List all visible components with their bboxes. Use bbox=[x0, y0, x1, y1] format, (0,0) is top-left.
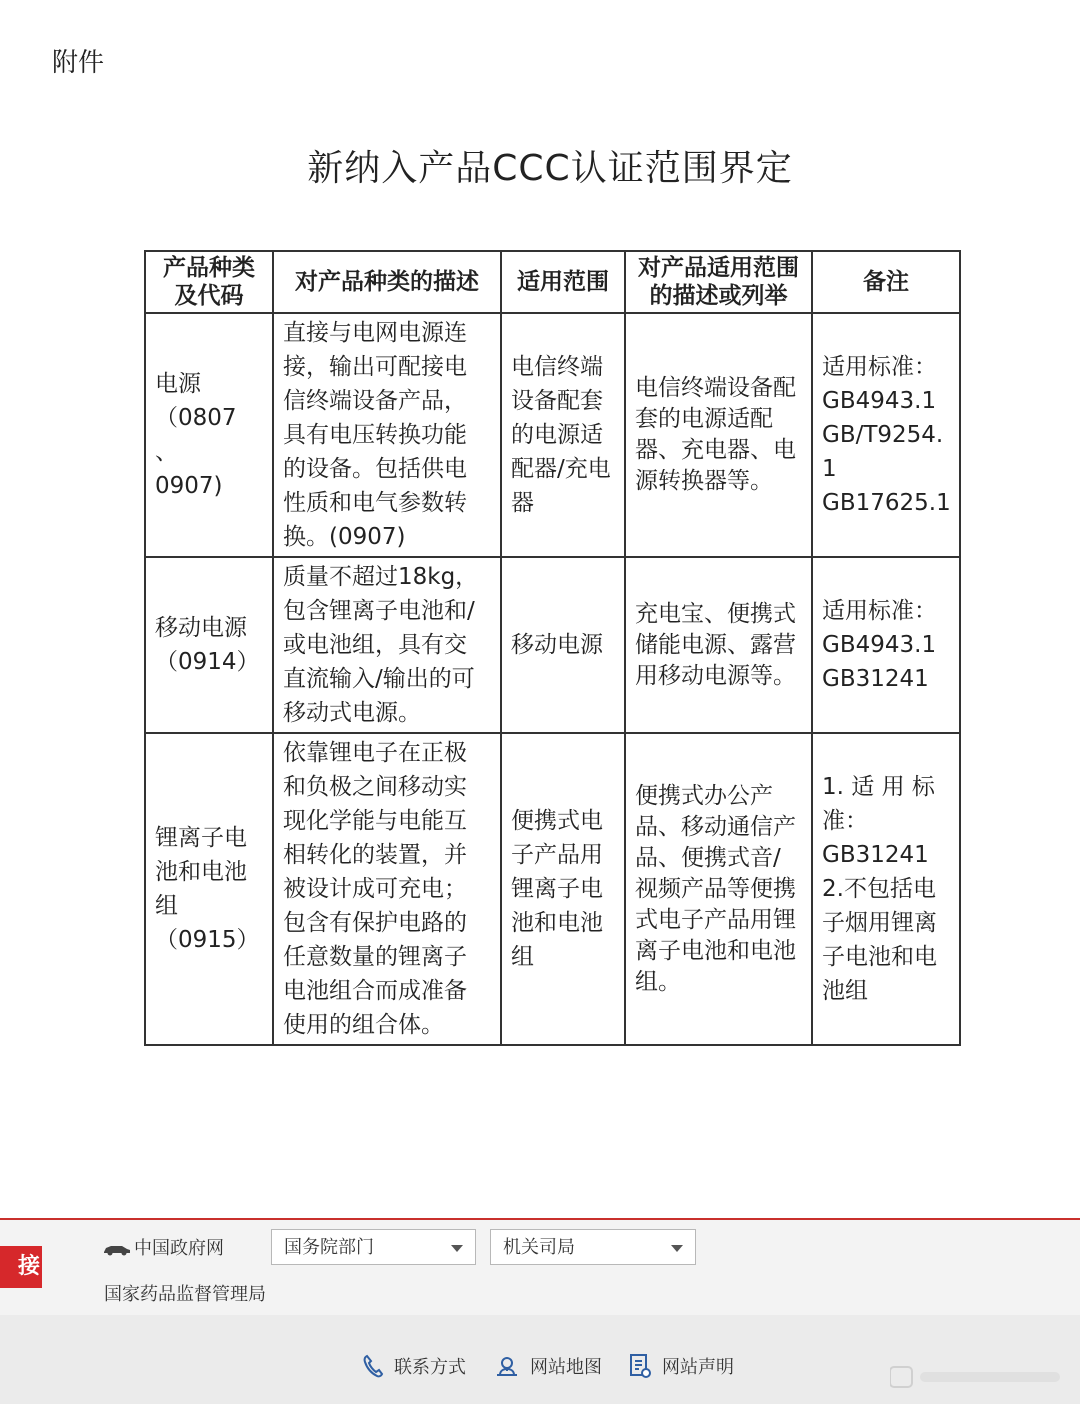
header-category: 产品种类 及代码 bbox=[145, 251, 273, 313]
header-scope-detail: 对产品适用范围 的描述或列举 bbox=[625, 251, 812, 313]
nmpa-link[interactable]: 国家药品监督管理局 bbox=[104, 1284, 266, 1305]
department-select-value: 国务院部门 bbox=[284, 1237, 374, 1258]
cell-category: 移动电源 （0914） bbox=[145, 557, 273, 733]
cell-description: 依靠锂电子在正极 和负极之间移动实 现化学能与电能互 相转化的装置，并 被设计成可充电； 包含有保护电路的 任意数量的锂离子 电池组合而成准备 使用的组合体。 bbox=[273, 733, 501, 1045]
cell-remark: 适用标准： GB4943.1 GB/T9254. 1 GB17625.1 bbox=[812, 313, 960, 557]
contact-link[interactable] bbox=[362, 1353, 466, 1379]
sitemap-label: 网站地图 bbox=[530, 1357, 602, 1378]
department-select[interactable] bbox=[271, 1229, 476, 1265]
cell-scope: 电信终端 设备配套 的电源适 配器/充电 器 bbox=[501, 313, 625, 557]
watermark-logo bbox=[890, 1366, 1070, 1388]
header-description: 对产品种类的描述 bbox=[273, 251, 501, 313]
document-title: 新纳入产品CCC认证范围界定 bbox=[307, 148, 793, 189]
cell-scope: 便携式电 子产品用 锂离子电 池和电池 组 bbox=[501, 733, 625, 1045]
sitemap-link[interactable] bbox=[494, 1353, 602, 1379]
bureau-select[interactable] bbox=[490, 1229, 696, 1265]
statement-link[interactable] bbox=[628, 1353, 734, 1379]
header-scope: 适用范围 bbox=[501, 251, 625, 313]
chevron-down-icon bbox=[451, 1245, 463, 1252]
car-icon bbox=[102, 1240, 132, 1254]
gov-site-label: 中国政府网 bbox=[134, 1238, 224, 1259]
table-row bbox=[145, 733, 960, 1045]
table-row bbox=[145, 313, 960, 557]
cell-remark: 1. 适 用 标 准： GB31241 2.不包括电 子烟用锂离 子电池和电 池组 bbox=[812, 733, 960, 1045]
contact-label: 联系方式 bbox=[394, 1357, 466, 1378]
cell-remark: 适用标准： GB4943.1 GB31241 bbox=[812, 557, 960, 733]
gov-site-link[interactable] bbox=[102, 1234, 224, 1260]
cell-description: 直接与电网电源连 接，输出可配接电 信终端设备产品， 具有电压转换功能 的设备。包括供电 性质和电气参数转 换。(0907) bbox=[273, 313, 501, 557]
cell-description: 质量不超过18kg， 包含锂离子电池和/ 或电池组，具有交 直流输入/输出的可 移动式电源。 bbox=[273, 557, 501, 733]
table-header-row bbox=[145, 251, 960, 313]
header-remark: 备注 bbox=[812, 251, 960, 313]
chevron-down-icon bbox=[671, 1245, 683, 1252]
ccc-scope-table bbox=[144, 250, 961, 1046]
cell-scope-detail: 充电宝、便携式 储能电源、露营 用移动电源等。 bbox=[625, 557, 812, 733]
document-icon bbox=[628, 1353, 652, 1379]
table-row bbox=[145, 557, 960, 733]
red-side-tab[interactable]: 接 bbox=[0, 1246, 42, 1288]
location-icon bbox=[494, 1355, 520, 1377]
bureau-select-value: 机关司局 bbox=[503, 1237, 575, 1258]
cell-scope: 移动电源 bbox=[501, 557, 625, 733]
cell-scope-detail: 电信终端设备配 套的电源适配 器、充电器、电 源转换器等。 bbox=[625, 313, 812, 557]
phone-icon bbox=[362, 1354, 384, 1378]
cell-category: 电源 （0807 、 0907) bbox=[145, 313, 273, 557]
cell-category: 锂离子电 池和电池 组 （0915） bbox=[145, 733, 273, 1045]
statement-label: 网站声明 bbox=[662, 1357, 734, 1378]
attachment-label: 附件 bbox=[52, 48, 105, 78]
cell-scope-detail: 便携式办公产 品、移动通信产 品、便携式音/ 视频产品等便携 式电子产品用锂 离子电池和电池 组。 bbox=[625, 733, 812, 1045]
